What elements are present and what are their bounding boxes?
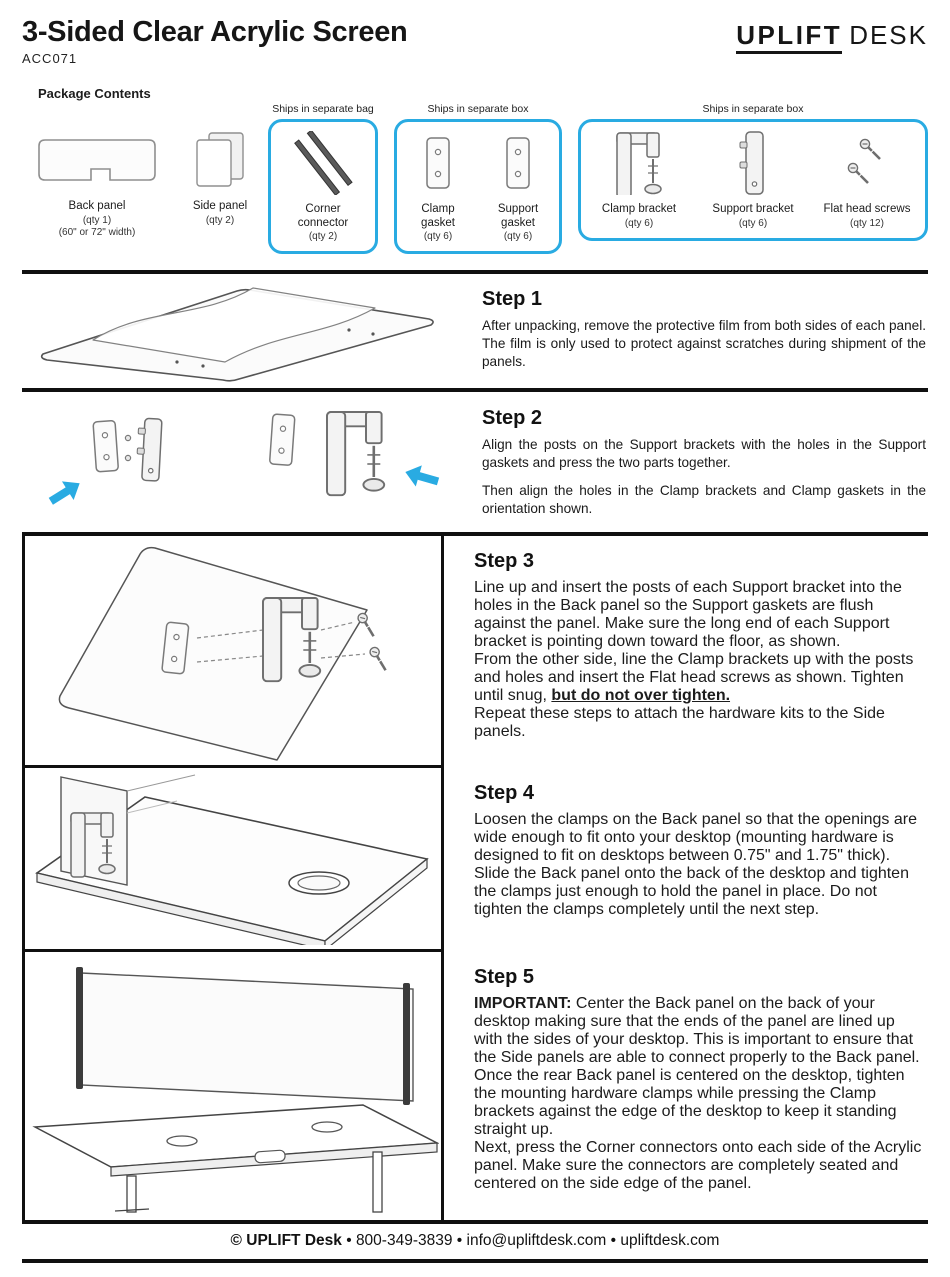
part-name: Corner connector — [297, 203, 349, 229]
part-name: Back panel — [68, 200, 126, 212]
part-note: (60" or 72" width) — [58, 226, 136, 238]
back-panel-icon — [36, 137, 158, 183]
part-qty: (qty 6) — [423, 231, 453, 243]
ships-in-bag-label: Ships in separate bag — [272, 103, 374, 115]
ships-in-box-label: Ships in separate box — [702, 103, 804, 115]
part-name: Flat head screws — [823, 203, 911, 215]
step-3-figure — [22, 536, 444, 768]
footer-website: upliftdesk.com — [620, 1232, 720, 1250]
part-qty: (qty 6) — [738, 217, 768, 229]
footer-separator: • — [606, 1232, 621, 1250]
step-5-paragraph: Once the rear Back panel is centered on the desktop, tighten the mounting hardware clamps while pressing the Clamp brackets against the edge of the desktop to keep it standing straight up. — [474, 1067, 905, 1139]
step-4-title: Step 4 — [474, 782, 535, 805]
package-contents-heading: Package Contents — [38, 86, 151, 101]
package-item-support-bracket — [705, 130, 801, 229]
uplift-wordmark: UPLIFT — [736, 22, 842, 54]
side-panel-icon — [191, 129, 249, 191]
bracket-box — [578, 119, 928, 241]
gasket-box — [394, 119, 562, 254]
package-contents-section — [22, 86, 928, 254]
step-4-paragraph: Loosen the clamps on the Back panel so that the openings are wide enough to fit onto your desktop (mounting hardware is designed to fit on desktops between 0.75" and 1.75" thick). — [474, 811, 917, 865]
package-item-flat-head-screws — [819, 130, 915, 229]
package-item-support-gasket — [487, 130, 549, 242]
step-4-paragraph: Slide the Back panel onto the back of the desktop and tighten the clamps just enough to hold the panel in place. Do not tighten the clamps completely until the next step. — [474, 865, 909, 919]
part-qty: (qty 2) — [308, 231, 338, 243]
part-qty: (qty 12) — [850, 217, 884, 229]
package-item-clamp-bracket — [591, 130, 687, 229]
part-name: Support bracket — [712, 203, 794, 215]
step-1-figure — [22, 274, 452, 384]
step-2-figure — [22, 396, 452, 528]
important-label: IMPORTANT: — [474, 995, 572, 1013]
package-items-row — [22, 103, 928, 254]
ships-box-group-1 — [394, 103, 562, 254]
part-qty: (qty 6) — [503, 231, 533, 243]
clamp-bracket-drawing — [591, 130, 687, 196]
step-1-illustration — [27, 274, 447, 384]
boxed-steps — [22, 532, 928, 1220]
step-5-text — [444, 952, 928, 1220]
step-2-paragraph: Align the posts on the Support brackets with the holes in the Support gaskets and press the two parts together. — [482, 436, 926, 470]
flat-head-screws-drawing — [819, 130, 915, 196]
step-3-text — [444, 536, 928, 768]
part-name: Clamp gasket — [421, 203, 455, 229]
step-2-illustration — [27, 396, 447, 528]
step-3-paragraph: Repeat these steps to attach the hardware kits to the Side panels. — [474, 705, 885, 741]
step-1-section — [22, 274, 928, 384]
step-4-illustration — [27, 773, 439, 945]
header — [22, 16, 928, 66]
footer-separator: • — [452, 1232, 467, 1250]
step-5-paragraph: Next, press the Corner connectors onto each side of the Acrylic panel. Make sure the connectors are completely seated and centered on the side edge of the panel. — [474, 1139, 922, 1193]
bag-box — [268, 119, 378, 254]
step-3-title: Step 3 — [474, 550, 535, 573]
package-item-clamp-gasket — [407, 130, 469, 242]
clamp-bracket-icon — [614, 131, 664, 195]
part-name: Support gasket — [497, 203, 539, 229]
step-3-paragraph: Line up and insert the posts of each Support bracket into the holes in the Back panel so the Support gaskets are flush against the panel. Make sure the long end of each Support bracket is pointing down toward the floor, as shown. — [474, 579, 902, 651]
desk-wordmark: DESK — [849, 20, 928, 50]
ships-bag-group — [268, 103, 378, 254]
ships-box-group-2 — [578, 103, 928, 241]
product-sku: ACC071 — [22, 51, 78, 66]
footer-email: info@upliftdesk.com — [466, 1232, 607, 1250]
part-qty: (qty 2) — [205, 214, 235, 226]
footer-phone: 800-349-3839 — [355, 1232, 453, 1250]
step-1-title: Step 1 — [482, 287, 543, 310]
step-4-figure — [22, 768, 444, 952]
side-panel-drawing — [188, 127, 252, 193]
step-1-paragraph: After unpacking, remove the protective film from both sides of each panel. The film is only used to protect against scratches during shipment of the panels. — [482, 317, 926, 369]
corner-connector-drawing — [281, 130, 365, 196]
footer — [22, 1220, 928, 1263]
page-title: 3-Sided Clear Acrylic Screen — [22, 16, 408, 48]
part-name: Clamp bracket — [601, 203, 677, 215]
support-gasket-icon — [503, 135, 533, 191]
package-item-side-panel — [188, 103, 252, 226]
back-panel-drawing — [22, 127, 172, 193]
ships-in-box-label: Ships in separate box — [427, 103, 529, 115]
flat-head-screws-icon — [840, 133, 894, 193]
step-3-section — [22, 536, 928, 768]
step-1-text — [452, 288, 928, 371]
step-5-title: Step 5 — [474, 966, 535, 989]
do-not-overtighten-warning: but do not over tighten. — [551, 687, 731, 705]
package-item-back-panel — [22, 103, 172, 238]
footer-copyright: © UPLIFT Desk — [230, 1232, 342, 1250]
step-5-paragraph: IMPORTANT: Center the Back panel on the back of your desktop making sure that the ends of the panel are lined up with the sides of your desktop. This is important to ensure that the Side panels are able to connect properly to the Back panel. — [474, 995, 920, 1067]
step-2-section — [22, 396, 928, 528]
step-5-illustration — [27, 957, 439, 1215]
step-5-figure — [22, 952, 444, 1220]
package-item-corner-connector — [281, 130, 365, 242]
step-2-title: Step 2 — [482, 406, 543, 429]
title-block — [22, 16, 407, 66]
step-3-paragraph: From the other side, line the Clamp brackets up with the posts and holes and insert the Flat head screws as shown. Tighten until snug, but do not over tighten. — [474, 651, 914, 705]
clamp-gasket-icon — [423, 135, 453, 191]
footer-separator: • — [341, 1232, 356, 1250]
step-4-section — [22, 768, 928, 952]
support-bracket-drawing — [705, 130, 801, 196]
clamp-gasket-drawing — [407, 130, 469, 196]
part-name: Side panel — [192, 200, 248, 212]
part-qty: (qty 1) — [82, 214, 112, 226]
step-2-paragraph: Then align the holes in the Clamp brackets and Clamp gaskets in the orientation shown. — [482, 482, 926, 516]
support-gasket-drawing — [487, 130, 549, 196]
brand-logo — [736, 16, 928, 54]
part-qty: (qty 6) — [624, 217, 654, 229]
step-4-text — [444, 768, 928, 952]
step-3-illustration — [27, 538, 439, 764]
section-divider — [22, 388, 928, 392]
step-2-text — [452, 407, 928, 518]
step-5-section — [22, 952, 928, 1220]
support-bracket-icon — [738, 131, 768, 195]
corner-connector-icon — [283, 131, 363, 195]
